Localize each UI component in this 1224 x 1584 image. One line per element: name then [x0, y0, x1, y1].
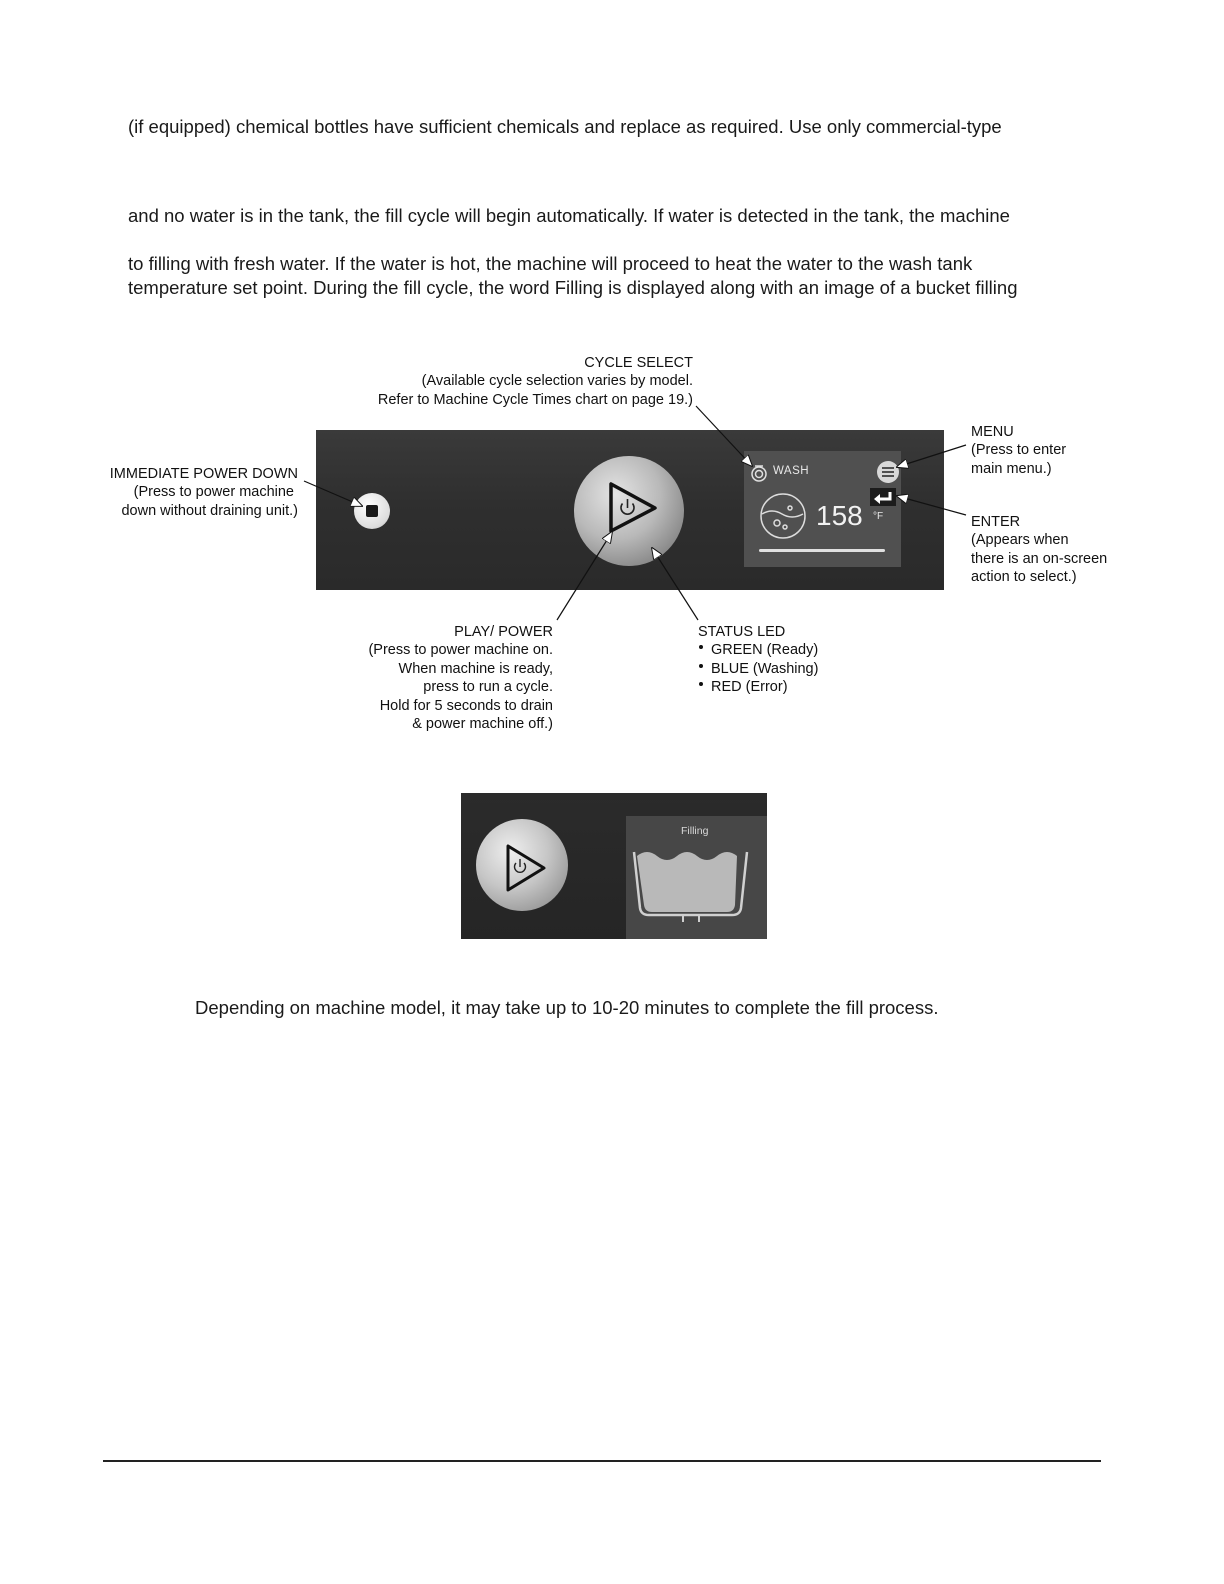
power-down-title: IMMEDIATE POWER DOWN [109, 466, 298, 482]
cycle-select-line: Refer to Machine Cycle Times chart on page 19.) [377, 391, 693, 408]
power-down-callout [60, 465, 298, 520]
paragraph-line-4: temperature set point. During the fill cycle, the word Filling is displayed along with an image of a bucket filling [128, 277, 1018, 298]
menu-callout [971, 423, 1066, 478]
play-power-line: Hold for 5 seconds to drain [379, 697, 553, 714]
play-power-line: When machine is ready, [398, 660, 553, 677]
menu-line: main menu.) [971, 460, 1052, 477]
temperature-readout: 158 [816, 500, 863, 531]
menu-icon[interactable] [877, 461, 899, 483]
menu-line: (Press to enter [971, 442, 1067, 459]
status-led-title: STATUS LED [698, 624, 786, 640]
menu-title: MENU [971, 424, 1014, 440]
play-power-callout [300, 623, 553, 733]
paragraph-line-1: (if equipped) chemical bottles have sufficient chemicals and replace as required. Use only commercial-type [128, 116, 1002, 137]
fill-time-note: Depending on machine model, it may take up to 10-20 minutes to complete the fill process. [195, 997, 939, 1018]
enter-line: (Appears when [971, 532, 1069, 549]
enter-line: action to select.) [971, 569, 1077, 586]
status-led-item: RED (Error) [698, 678, 818, 696]
play-power-title: PLAY/ POWER [454, 624, 553, 640]
play-power-line: (Press to power machine on. [368, 642, 553, 659]
paragraph-line-3: to filling with fresh water. If the water is hot, the machine will proceed to heat the water to the wash tank [128, 253, 973, 274]
power-down-line: down without draining unit.) [121, 502, 298, 519]
play-power-line: & power machine off.) [412, 716, 553, 733]
power-down-line: (Press to power machine [133, 484, 294, 501]
play-power-button[interactable] [574, 456, 684, 566]
enter-line: there is an on-screen [971, 550, 1108, 567]
status-led-item: GREEN (Ready) [698, 641, 818, 659]
filling-label: Filling [681, 825, 709, 837]
cycle-select-line: (Available cycle selection varies by model. [421, 373, 693, 390]
status-led-callout [698, 623, 818, 697]
status-led-item: BLUE (Washing) [698, 660, 818, 678]
enter-callout [971, 513, 1107, 587]
cycle-select-title: CYCLE SELECT [584, 355, 693, 371]
play-power-button-closeup[interactable] [476, 819, 568, 911]
screen-mode-label: WASH [773, 465, 810, 477]
play-power-line: press to run a cycle. [423, 679, 553, 696]
enter-title: ENTER [971, 514, 1021, 530]
screen-progress-bar [759, 549, 885, 552]
paragraph-line-2: and no water is in the tank, the fill cycle will begin automatically. If water is detected in the tank, the machine [128, 205, 1010, 226]
cycle-select-callout [340, 354, 693, 409]
temperature-unit: °F [873, 511, 884, 522]
immediate-power-down-button[interactable] [354, 493, 390, 529]
footer-divider [103, 1460, 1101, 1462]
